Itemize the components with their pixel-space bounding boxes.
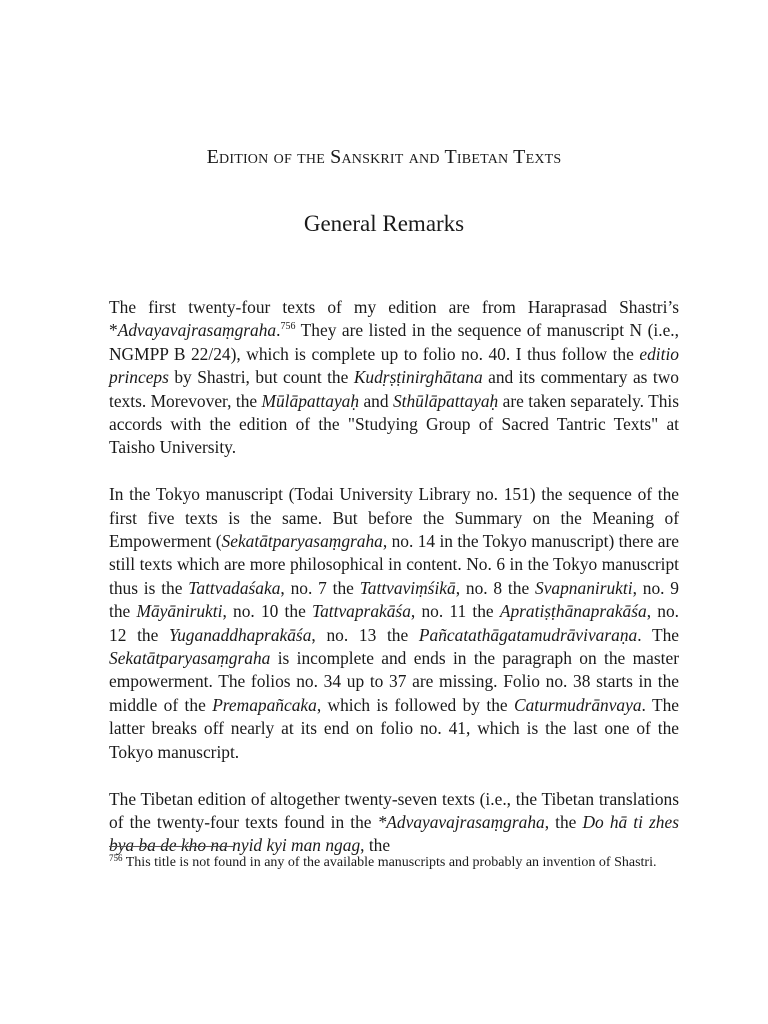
footnote-divider	[109, 846, 235, 847]
footnote-text: This title is not found in any of the available manuscripts and probably an invention of Shastri.	[122, 855, 657, 870]
italic-title: Kudṛṣṭinirghātana	[353, 367, 483, 388]
italic-title: Māyānirukti	[136, 601, 223, 622]
text-run: , no. 14 in the Tokyo manuscript) there are still texts which are more philosophical in content. No. 6 in the Tokyo manuscript thus is the	[109, 531, 679, 598]
text-run: by Shastri, but count the	[168, 367, 354, 388]
text-run: , no. 8 the	[455, 577, 535, 598]
text-run: and	[359, 390, 393, 411]
text-run: , which is followed by the	[316, 694, 515, 715]
italic-title: Apratiṣṭhānaprakāśa	[499, 601, 647, 622]
footnote	[109, 853, 679, 872]
body-text	[109, 296, 679, 858]
text-run: . The latter breaks off nearly at its end on folio no. 41, which is the last one of the Tokyo manuscript.	[109, 694, 679, 762]
italic-title: Premapañcaka	[212, 694, 317, 715]
text-run: is incomplete and ends in the paragraph on the master empowerment. The folios no. 34 up to 37 are missing. Folio no. 38 starts in the middle of the	[109, 648, 679, 715]
text-run: , no. 12 the	[109, 601, 680, 645]
chapter-title: Edition of the Sanskrit and Tibetan Texts	[206, 146, 562, 168]
paragraph	[109, 788, 679, 858]
italic-title: Sekatātparyasaṃgraha	[221, 531, 383, 552]
italic-title: Tattvadaśaka	[188, 577, 281, 598]
text-run: The Tibetan edition of altogether twenty-seven texts (i.e., the Tibetan translations of the twenty-four texts found in the	[109, 788, 679, 832]
text-run: , no. 9 the	[109, 577, 679, 622]
footnote-number: 756	[109, 853, 123, 863]
italic-title: Pañcatathāgatamudrāvivaraṇa	[418, 624, 638, 645]
section-title: General Remarks	[303, 211, 465, 236]
text-run: In the Tokyo manuscript (Todai University Library no. 151) the sequence of the first five texts is the same. But before the Summary on the Meaning of Empowerment (	[109, 484, 679, 552]
text-run: are taken separately. This accords with the edition of the "Studying Group of Sacred Tantric Texts" at Taisho University.	[109, 390, 679, 458]
italic-title: Mūlāpattayaḥ	[261, 390, 360, 411]
italic-title: Svapnanirukti	[535, 577, 633, 598]
text-run: , the	[360, 835, 391, 856]
italic-title: Advayavajrasaṃgraha	[117, 320, 277, 341]
italic-title: Tattvaviṃśikā	[359, 577, 456, 598]
text-run: , no. 10 the	[222, 601, 313, 622]
text-run: , no. 13 the	[311, 624, 419, 645]
text-run: . The	[637, 624, 679, 645]
italic-title: Tattvaprakāśa	[312, 601, 411, 622]
paragraph	[109, 483, 679, 764]
italic-title: editio princeps	[109, 343, 679, 388]
text-run: , no. 11 the	[410, 601, 500, 622]
text-run: , the	[544, 811, 583, 832]
text-run: .	[276, 320, 281, 341]
footnote-reference: 756	[280, 321, 296, 333]
italic-title: Do hā ti zhes bya ba de kho na nyid kyi man ngag	[109, 811, 679, 856]
paragraph	[109, 296, 679, 460]
italic-title: *Advayavajrasaṃgraha	[377, 811, 545, 832]
text-run: They are listed in the sequence of manuscript N (i.e., NGMPP B 22/24), which is complete up to folio no. 40. I thus follow the	[109, 320, 679, 364]
italic-title: Yuganaddhaprakāśa	[169, 624, 312, 645]
text-run: The first twenty-four texts of my edition are from Haraprasad Shastri’s *	[109, 297, 679, 341]
italic-title: Sthūlāpattayaḥ	[392, 390, 499, 411]
italic-title: Caturmudrānvaya	[514, 694, 642, 715]
text-run: , no. 7 the	[280, 577, 360, 598]
text-run: and its commentary as two texts. Morevover, the	[109, 367, 679, 411]
italic-title: Sekatātparyasaṃgraha	[109, 648, 271, 669]
